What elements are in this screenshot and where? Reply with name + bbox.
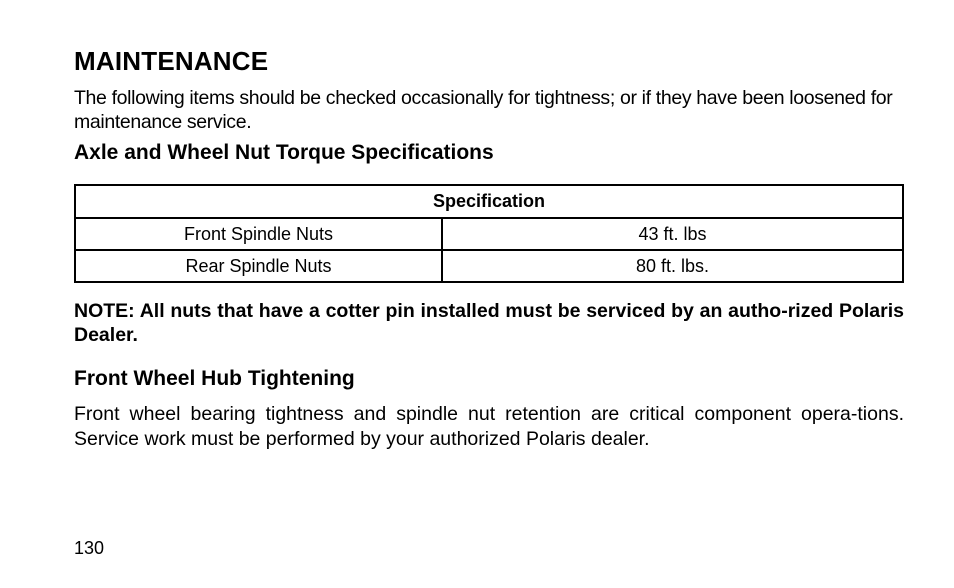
spec-value-cell: 80 ft. lbs.	[442, 250, 903, 282]
spec-column-header: Specification	[75, 185, 903, 218]
hub-tightening-heading: Front Wheel Hub Tightening	[74, 367, 355, 390]
table-row	[75, 218, 903, 250]
page-title: MAINTENANCE	[74, 46, 269, 76]
intro-paragraph: The following items should be checked occasionally for tightness; or if they have been loosened for maintenance service.	[74, 87, 893, 133]
table-header-row	[75, 185, 903, 218]
spec-value-cell: 43 ft. lbs	[442, 218, 903, 250]
torque-spec-table	[74, 184, 904, 283]
spec-item-cell: Rear Spindle Nuts	[75, 250, 442, 282]
axle-torque-heading: Axle and Wheel Nut Torque Specifications	[74, 141, 494, 164]
table-row	[75, 250, 903, 282]
page-number: 130	[74, 538, 105, 558]
spec-item-cell: Front Spindle Nuts	[75, 218, 442, 250]
cotter-pin-note: NOTE: All nuts that have a cotter pin installed must be serviced by an autho-rized Polaris Dealer.	[74, 300, 904, 346]
hub-tightening-paragraph: Front wheel bearing tightness and spindle nut retention are critical component opera-tions. Service work must be performed by your authorized Polaris dealer.	[74, 403, 904, 450]
